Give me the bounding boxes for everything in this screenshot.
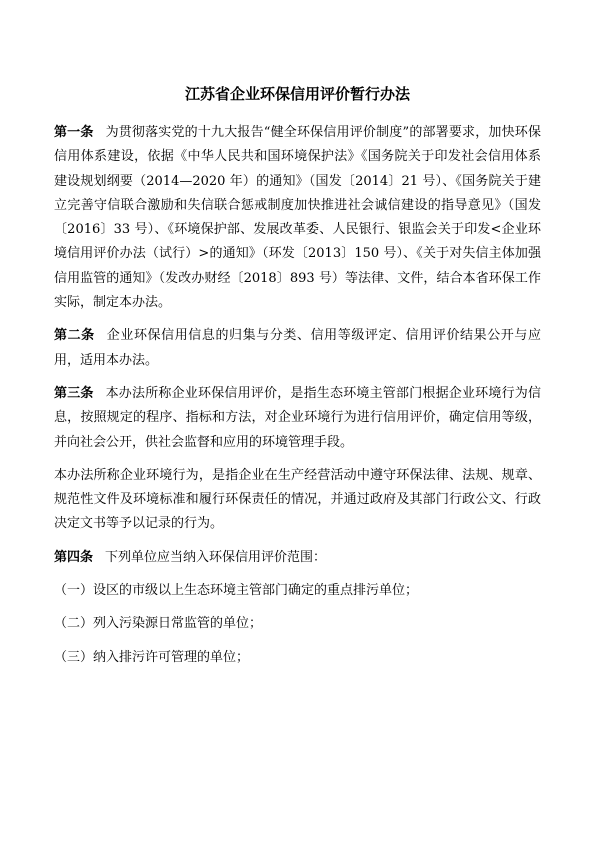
article-1-text: 为贯彻落实党的十九大报告“健全环保信用评价制度”的部署要求，加快环保信用体系建设，依据《中华人民共和国环境保护法》《国务院关于印发社会信用体系建设规划纲要（2014—2020 年）的通知》（国发〔2014〕21 号）、《国务院关于建立完善守信联合激励和失信联合惩戒制度加快推进社会诚信建设的指导意见》（国发〔2016〕33 号）、《环境保护部、发展改革委、人民银行、银监会关于印发<企业环境信用评价办法（试行）>的通知》（环发〔2013〕150 号）、《关于对失信主体加强信用监管的通知》（发改办财经〔2018〕893 号）等法律、文件，结合本省环保工作实际，制定本办法。 — [54, 125, 541, 311]
article-4-text: 下列单位应当纳入环保信用评价范围： — [105, 549, 327, 565]
article-2 — [54, 324, 541, 373]
list-item: （一）设区的市级以上生态环境主管部门确定的重点排污单位； — [54, 583, 419, 599]
article-3 — [54, 382, 541, 455]
list-item: （二）列入污染源日常监管的单位； — [54, 616, 263, 632]
document-title: 江苏省企业环保信用评价暂行办法 — [184, 85, 410, 103]
list-item: （三）纳入排污许可管理的单位； — [54, 649, 250, 665]
article-2-text: 企业环保信用信息的归集与分类、信用等级评定、信用评价结果公开与应用，适用本办法。 — [54, 328, 541, 368]
article-1 — [54, 121, 541, 315]
article-3-text: 本办法所称企业环保信用评价，是指生态环境主管部门根据企业环境行为信息，按照规定的程序、指标和方法，对企业环境行为进行信用评价，确定信用等级，并向社会公开，供社会监督和应用的环境管理手段。 — [54, 385, 541, 450]
article-1-label: 第一条 — [54, 125, 94, 140]
article-4 — [54, 546, 541, 570]
article-3-supplement: 本办法所称企业环境行为，是指企业在生产经营活动中遵守环保法律、法规、规章、规范性文件及环境标准和履行环保责任的情况，并通过政府及其部门行政公文、行政决定文书等予以记录的行为。 — [54, 467, 541, 532]
article-4-label: 第四条 — [54, 549, 94, 565]
article-3-label: 第三条 — [54, 385, 94, 401]
article-2-label: 第二条 — [54, 328, 95, 344]
